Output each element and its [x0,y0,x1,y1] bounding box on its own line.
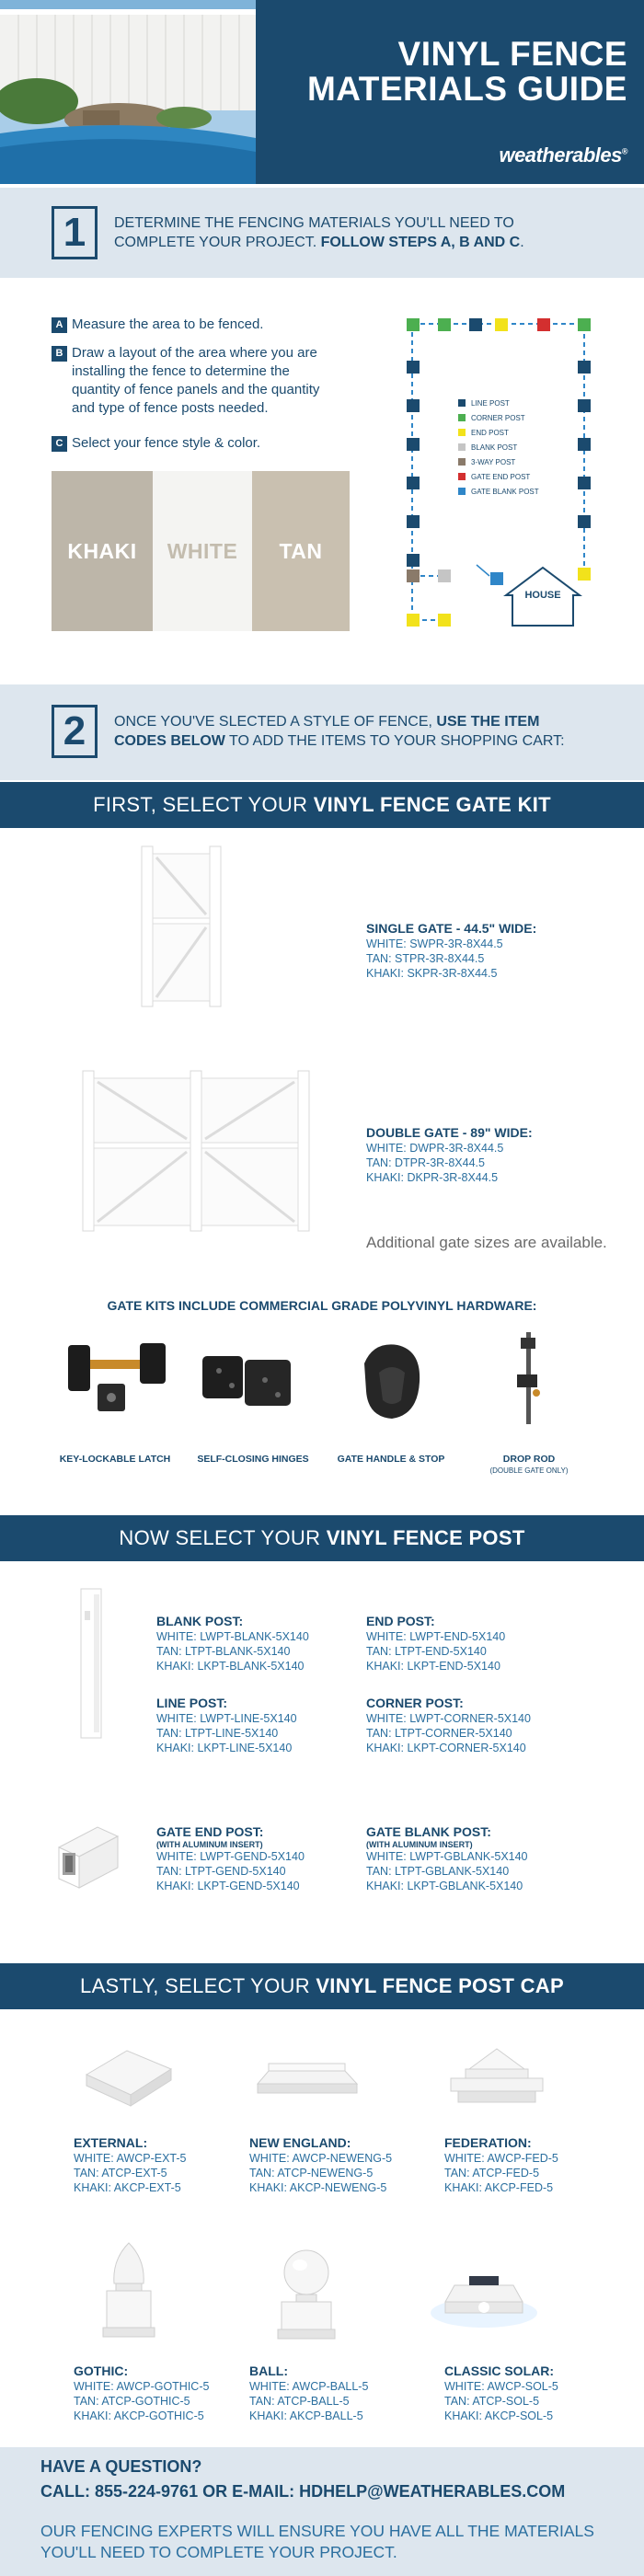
key-lockable-latch-label: KEY-LOCKABLE LATCH [59,1454,171,1465]
legend-blank-post: BLANK POST [471,443,518,452]
post-bar-plain: NOW SELECT YOUR [119,1526,327,1549]
drop-rod-image [506,1328,552,1430]
additional-sizes-note: Additional gate sizes are available. [366,1234,607,1251]
ball-cap-title: BALL: [249,2363,288,2378]
gothic-cap-image [92,2237,166,2348]
post-line-right-2 [578,399,591,412]
legend-swatch-blank-post [458,443,466,451]
double-gate-title: DOUBLE GATE - 89" WIDE: [366,1125,533,1140]
post-end-top [495,318,508,331]
fence-layout-diagram [405,316,626,634]
step-2-number: 2 [52,705,98,758]
gate-blank-post-title: GATE BLANK POST: [366,1824,491,1839]
line-post-codes [156,1695,297,1755]
post-line-left-4 [407,477,420,489]
corner-post-codes [366,1695,531,1755]
step-1-line-2-bold: FOLLOW STEPS A, B AND C [320,235,521,250]
end-post-khaki-code[interactable]: KHAKI: LKPT-END-5X140 [366,1660,500,1673]
legend-gate-end-post: GATE END POST [471,473,531,481]
post-gate-end-top [537,318,550,331]
gate-kit-bar-bold: VINYL FENCE GATE KIT [313,793,551,816]
post-line-right-3 [578,438,591,451]
classic-solar-cap-khaki-code[interactable]: KHAKI: AKCP-SOL-5 [444,2409,554,2422]
end-post-title: END POST: [366,1614,435,1628]
post-gate-blank [490,572,503,585]
gate-blank-post-subtitle: (WITH ALUMINUM INSERT) [366,1840,473,1849]
gate-end-post-title: GATE END POST: [156,1824,264,1839]
post-corner-top-left [407,318,420,331]
post-line-right-1 [578,361,591,374]
swatch-tan-label: TAN [279,538,323,563]
step-1-line-2 [114,233,616,252]
blank-post-white-code[interactable]: WHITE: LWPT-BLANK-5X140 [156,1630,309,1643]
gothic-cap-title: GOTHIC: [74,2363,129,2378]
step-2-line-2-plain: TO ADD THE ITEMS TO YOUR SHOPPING CART: [224,733,565,749]
external-cap-image [74,2038,184,2121]
step-2-line-1-plain: ONCE YOU'VE SLECTED A STYLE OF FENCE, [114,714,437,730]
step-1-number: 1 [52,206,98,259]
gate-blank-post-khaki-code[interactable]: KHAKI: LKPT-GBLANK-5X140 [366,1880,523,1892]
question-heading: HAVE A QUESTION? [40,2457,202,2476]
single-gate-image [140,845,223,1008]
post-line-top [469,318,482,331]
federation-cap-tan-code[interactable]: TAN: ATCP-FED-5 [444,2167,540,2179]
end-post-codes [366,1613,505,1673]
post-corner-top-right [578,318,591,331]
drop-rod-label: DROP ROD [502,1454,556,1465]
ball-cap-codes [249,2363,368,2423]
brand-registered-mark: ® [621,146,627,156]
step-2-band [0,684,644,780]
fence-post-image [74,1585,110,1742]
single-gate-white-code[interactable]: WHITE: SWPR-3R-8X44.5 [366,937,503,950]
classic-solar-cap-image [420,2265,548,2339]
post-line-left-5 [407,515,420,528]
letter-c-badge: C [52,436,67,452]
post-section-bar [0,1515,644,1561]
gate-kit-section-bar [0,782,644,828]
instruction-b-line-1: Draw a layout of the area where you are [72,345,317,361]
experts-message [40,2521,611,2563]
self-closing-hinges-image [191,1343,302,1426]
legend-swatch-end-post [458,429,466,436]
gate-kit-bar-plain: FIRST, SELECT YOUR [93,793,314,816]
federation-cap-codes [444,2134,558,2195]
letter-b-badge: B [52,346,67,362]
step-1-band [0,188,644,278]
gate-blank-post-white-code[interactable]: WHITE: LWPT-GBLANK-5X140 [366,1850,528,1863]
house-label: HOUSE [524,590,561,601]
single-gate-title: SINGLE GATE - 44.5" WIDE: [366,921,537,936]
blank-post-khaki-code[interactable]: KHAKI: LKPT-BLANK-5X140 [156,1660,305,1673]
double-gate-image [81,1069,311,1233]
corner-post-tan-code[interactable]: TAN: LTPT-CORNER-5X140 [366,1727,512,1740]
legend-swatch-line-post [458,399,466,407]
end-post-white-code[interactable]: WHITE: LWPT-END-5X140 [366,1630,506,1643]
gate-end-post-tan-code[interactable]: TAN: LTPT-GEND-5X140 [156,1865,286,1878]
ball-cap-white-code[interactable]: WHITE: AWCP-BALL-5 [249,2380,369,2393]
line-post-white-code[interactable]: WHITE: LWPT-LINE-5X140 [156,1712,297,1725]
contact-info-link[interactable]: CALL: 855-224-9761 OR E-MAIL: HDHELP@WEATHERABLES.COM [40,2482,566,2501]
external-cap-tan-code[interactable]: TAN: ATCP-EXT-5 [74,2167,167,2179]
self-closing-hinges-label: SELF-CLOSING HINGES [197,1454,309,1465]
post-end-bottom-left [407,614,420,627]
external-cap-codes [74,2134,186,2195]
single-gate-khaki-code[interactable]: KHAKI: SKPR-3R-8X44.5 [366,967,498,980]
single-gate-tan-code[interactable]: TAN: STPR-3R-8X44.5 [366,952,485,965]
ball-cap-tan-code[interactable]: TAN: ATCP-BALL-5 [249,2395,350,2408]
federation-cap-image [432,2038,561,2121]
ball-cap-image [265,2245,348,2346]
post-line-left-2 [407,399,420,412]
line-post-khaki-code[interactable]: KHAKI: LKPT-LINE-5X140 [156,1742,293,1754]
classic-solar-cap-white-code[interactable]: WHITE: AWCP-SOL-5 [444,2380,558,2393]
legend-gate-blank-post: GATE BLANK POST [471,488,539,496]
brand-logo [499,144,627,167]
classic-solar-cap-tan-code[interactable]: TAN: ATCP-SOL-5 [444,2395,540,2408]
key-lockable-latch-image [57,1336,177,1428]
gothic-cap-codes [74,2363,209,2423]
corner-post-khaki-code[interactable]: KHAKI: LKPT-CORNER-5X140 [366,1742,526,1754]
corner-post-title: CORNER POST: [366,1696,464,1710]
instruction-c [52,434,392,453]
post-line-left-3 [407,438,420,451]
new-england-cap-white-code[interactable]: WHITE: AWCP-NEWENG-5 [249,2152,393,2165]
new-england-cap-title: NEW ENGLAND: [249,2135,351,2150]
step-1-line-2-end: . [520,235,524,250]
gate-handle-stop-label: GATE HANDLE & STOP [337,1454,445,1465]
post-line-right-5 [578,515,591,528]
legend-line-post: LINE POST [471,399,510,408]
step-1-text [114,213,616,252]
external-cap-khaki-code[interactable]: KHAKI: AKCP-EXT-5 [74,2181,181,2194]
step-2-line-1-bold: USE THE ITEM [436,714,540,730]
post-cap-bar-bold: VINYL FENCE POST CAP [316,1974,564,1997]
experts-message-line-2: YOU'LL NEED TO COMPLETE YOUR PROJECT. [40,2543,397,2561]
post-cap-section-bar [0,1963,644,2009]
federation-cap-khaki-code[interactable]: KHAKI: AKCP-FED-5 [444,2181,554,2194]
brand-name: weatherables [499,144,622,167]
post-line-right-4 [578,477,591,489]
swatch-khaki-label: KHAKI [67,538,137,563]
end-post-tan-code[interactable]: TAN: LTPT-END-5X140 [366,1645,487,1658]
legend-swatch-corner-post [458,414,466,421]
post-end-right [578,568,591,581]
letter-a-badge: A [52,317,67,333]
step-1-line-1: DETERMINE THE FENCING MATERIALS YOU'LL NEED TO [114,215,514,231]
swatch-tan[interactable] [252,471,350,631]
gate-blank-post-tan-code[interactable]: TAN: LTPT-GBLANK-5X140 [366,1865,510,1878]
step-2-line-1 [114,712,616,731]
instruction-b-line-2: installing the fence to determine the [72,363,290,379]
instruction-b-line-3: quantity of fence panels and the quantity [72,382,320,397]
external-cap-white-code[interactable]: WHITE: AWCP-EXT-5 [74,2152,187,2165]
guide-title [307,37,627,107]
line-post-title: LINE POST: [156,1696,228,1710]
hero-fence-photo [0,0,256,184]
legend-3-way-post: 3-WAY POST [471,458,516,466]
post-end-bottom [438,614,451,627]
blank-post-tan-code[interactable]: TAN: LTPT-BLANK-5X140 [156,1645,291,1658]
hardware-title: GATE KITS INCLUDE COMMERCIAL GRADE POLYVINYL HARDWARE: [107,1298,537,1313]
instruction-b [52,344,392,418]
gate-end-post-khaki-code[interactable]: KHAKI: LKPT-GEND-5X140 [156,1880,300,1892]
blank-post-codes [156,1613,309,1673]
gate-end-post-codes [156,1823,305,1893]
legend-end-post: END POST [471,429,509,437]
ball-cap-khaki-code[interactable]: KHAKI: AKCP-BALL-5 [249,2409,363,2422]
double-gate-white-code[interactable]: WHITE: DWPR-3R-8X44.5 [366,1142,504,1155]
double-gate-codes [366,1124,533,1185]
legend-corner-post: CORNER POST [471,414,525,422]
legend-swatch-3-way-post [458,458,466,466]
line-post-tan-code[interactable]: TAN: LTPT-LINE-5X140 [156,1727,279,1740]
classic-solar-cap-title: CLASSIC SOLAR: [444,2363,554,2378]
fence-layout-svg [405,316,626,634]
experts-message-line-1: OUR FENCING EXPERTS WILL ENSURE YOU HAVE ALL THE MATERIALS [40,2522,594,2540]
new-england-cap-khaki-code[interactable]: KHAKI: AKCP-NEWENG-5 [249,2181,387,2194]
contact-footer [0,2447,644,2576]
drop-rod-note: (DOUBLE GATE ONLY) [489,1466,569,1475]
gate-blank-post-codes [366,1823,528,1893]
legend-swatch-gate-end-post [458,473,466,480]
corner-post-white-code[interactable]: WHITE: LWPT-CORNER-5X140 [366,1712,531,1725]
instruction-b-line-4: and type of fence posts needed. [72,400,269,416]
swatch-khaki[interactable] [52,471,153,631]
new-england-cap-codes [249,2134,392,2195]
post-3-way [407,569,420,582]
gate-end-post-subtitle: (WITH ALUMINUM INSERT) [156,1840,263,1849]
new-england-cap-image [248,2047,368,2111]
federation-cap-white-code[interactable]: WHITE: AWCP-FED-5 [444,2152,558,2165]
step-2-text [114,712,616,751]
post-blank [438,569,451,582]
title-line-2: MATERIALS GUIDE [306,70,627,108]
post-corner-top [438,318,451,331]
step-2-line-2 [114,731,616,751]
instruction-a-text: Measure the area to be fenced. [72,316,264,332]
diagram-legend [458,399,539,496]
gothic-cap-khaki-code[interactable]: KHAKI: AKCP-GOTHIC-5 [74,2409,204,2422]
swatch-white-label: WHITE [167,538,238,563]
new-england-cap-tan-code[interactable]: TAN: ATCP-NEWENG-5 [249,2167,374,2179]
swatch-white[interactable] [153,471,252,631]
post-bar-bold: VINYL FENCE POST [326,1526,525,1549]
post-line-left-1 [407,361,420,374]
step-1-line-2-plain: COMPLETE YOUR PROJECT. [114,235,321,250]
post-cap-bar-plain: LASTLY, SELECT YOUR [80,1974,316,1997]
title-line-1: VINYL FENCE [397,35,627,73]
legend-swatch-gate-blank-post [458,488,466,495]
instruction-c-text: Select your fence style & color. [72,435,261,451]
gate-end-post-white-code[interactable]: WHITE: LWPT-GEND-5X140 [156,1850,305,1863]
gate-handle-stop-image [346,1336,438,1428]
post-line-left-6 [407,554,420,567]
single-gate-codes [366,920,536,981]
classic-solar-cap-codes [444,2363,558,2423]
double-gate-khaki-code[interactable]: KHAKI: DKPR-3R-8X44.5 [366,1171,499,1184]
header-banner [0,0,644,184]
step-2-line-2-bold: CODES BELOW [114,733,225,749]
gothic-cap-white-code[interactable]: WHITE: AWCP-GOTHIC-5 [74,2380,210,2393]
instruction-a [52,316,392,334]
blank-post-title: BLANK POST: [156,1614,244,1628]
federation-cap-title: FEDERATION: [444,2135,532,2150]
gothic-cap-tan-code[interactable]: TAN: ATCP-GOTHIC-5 [74,2395,190,2408]
gate-post-insert-image [52,1820,125,1893]
external-cap-title: EXTERNAL: [74,2135,148,2150]
double-gate-tan-code[interactable]: TAN: DTPR-3R-8X44.5 [366,1156,485,1169]
